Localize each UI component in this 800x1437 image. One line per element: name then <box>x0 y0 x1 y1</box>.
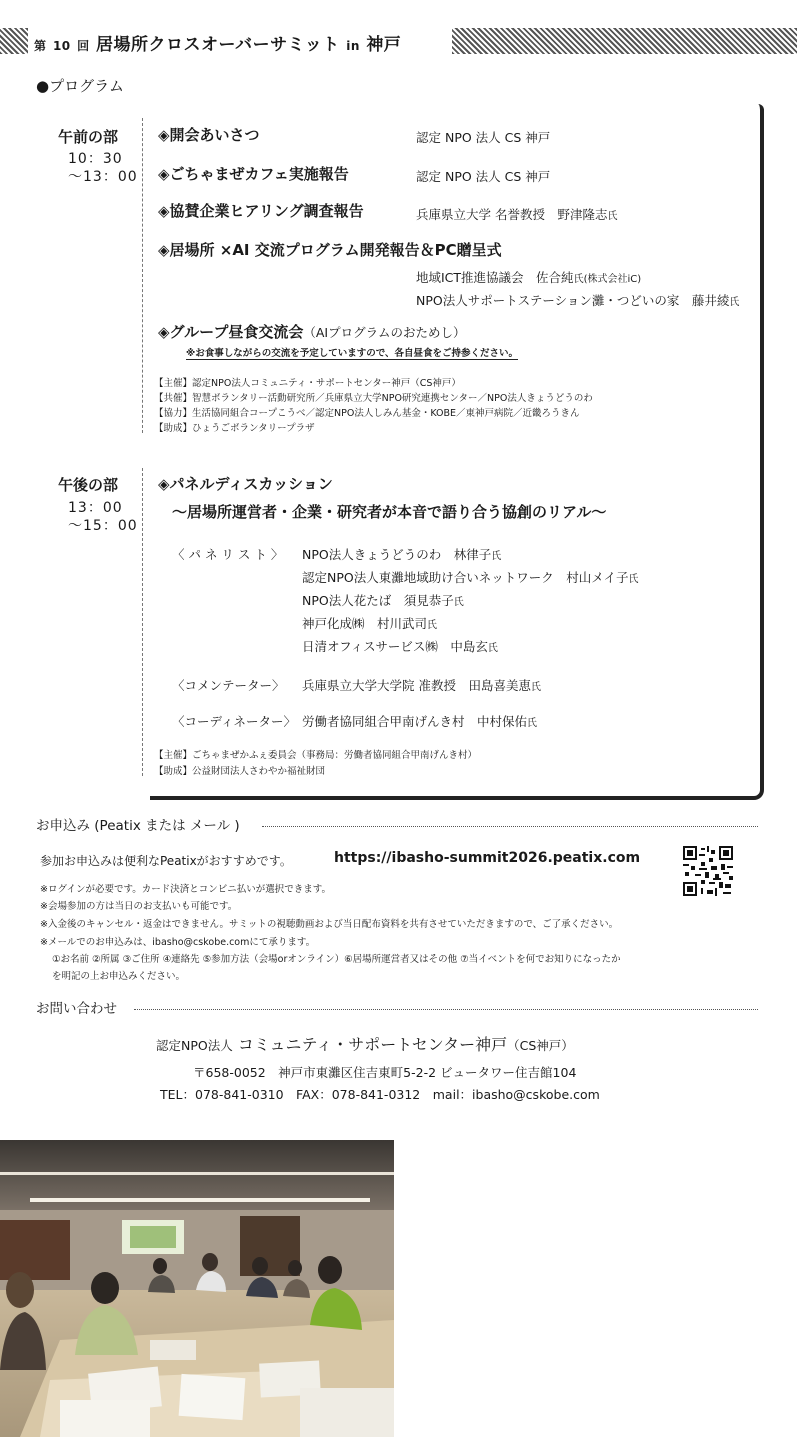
item-cafe-title: ◈ごちゃまぜカフェ実施報告 <box>158 165 349 183</box>
morning-credit-host: 【主催】認定NPO法人コミュニティ・サポートセンター神戸（CS神戸） <box>154 378 461 389</box>
contact-address: 〒658-0052 神戸市東灘区住吉東町5-2-2 ビュータワー住吉館104 <box>193 1065 577 1080</box>
item-lunch-title: ◈グループ昼食交流会（AIプログラムのおためし） <box>158 323 466 341</box>
item-ai-org-2: NPO法人サポートステーション灘・つどいの家 藤井綾氏 <box>416 293 740 308</box>
contact-tel: TEL：078-841-0310 FAX：078-841-0312 mail：ibasho@cskobe.com <box>160 1087 600 1102</box>
contact-heading: お問い合わせ <box>36 1001 117 1017</box>
morning-session-label: 午前の部 <box>58 128 119 146</box>
afternoon-time-end: ～15：00 <box>68 518 138 534</box>
contact-dots <box>134 1009 758 1010</box>
page-title: 第 10 回 居場所クロスオーバーサミット in 神戸 <box>34 35 402 55</box>
panel-title: ◈パネルディスカッション <box>158 475 333 493</box>
header-right-hatch <box>452 28 797 54</box>
header-left-hatch <box>0 28 28 54</box>
panelist-3: NPO法人花たば 須見恭子氏 <box>302 593 464 608</box>
morning-time-start: 10：30 <box>68 151 123 167</box>
coordinator: 労働者協同組合甲南げんき村 中村保佑氏 <box>302 714 538 729</box>
item-survey-title: ◈協賛企業ヒアリング調査報告 <box>158 202 364 220</box>
item-opening-title: ◈開会あいさつ <box>158 126 260 144</box>
morning-credit-cohost: 【共催】智慧ボランタリー活動研究所／兵庫県立大学NPO研究連携センター／NPO法人きょうどうのわ <box>154 393 593 404</box>
morning-credit-coop: 【協力】生活協同組合コープこうべ／認定NPO法人しみん基金・KOBE／東神戸病院／近畿ろうきん <box>154 408 580 419</box>
application-note-1: ※ログインが必要です。カード決済とコンビニ払いが選択できます。 <box>40 884 331 895</box>
program-heading: ●プログラム <box>36 77 124 95</box>
application-note-4: ※メールでのお申込みは、ibasho@cskobe.comにて承ります。 <box>40 937 316 948</box>
afternoon-session-label: 午後の部 <box>58 476 119 494</box>
lunch-note: ※お食事しながらの交流を予定していますので、各自昼食をご持参ください。 <box>186 345 518 360</box>
morning-divider <box>142 118 143 433</box>
application-dots <box>262 826 758 827</box>
panelist-2: 認定NPO法人東灘地域助け合いネットワーク 村山メイ子氏 <box>302 570 639 585</box>
application-note-6: を明記の上お申込みください。 <box>52 971 186 982</box>
item-survey-org: 兵庫県立大学 名誉教授 野津隆志氏 <box>416 207 618 222</box>
panelist-1: NPO法人きょうどうのわ 林律子氏 <box>302 547 502 562</box>
morning-credit-grant: 【助成】ひょうごボランタリープラザ <box>154 423 315 434</box>
event-photo <box>0 1140 394 1437</box>
item-cafe-org: 認定 NPO 法人 CS 神戸 <box>416 169 551 184</box>
morning-time-end: ～13：00 <box>68 169 138 185</box>
application-note-2: ※会場参加の方は当日のお支払いも可能です。 <box>40 901 238 912</box>
afternoon-credit-host: 【主催】ごちゃまぜかふぇ委員会（事務局：労働者協同組合甲南げんき村） <box>154 750 478 761</box>
afternoon-divider <box>142 468 143 776</box>
panel-subtitle: ～居場所運営者・企業・研究者が本音で語り合う協創のリアル～ <box>172 503 607 521</box>
commentator: 兵庫県立大学大学院 准教授 田島喜美恵氏 <box>302 678 541 693</box>
item-ai-title: ◈居場所 ×AI 交流プログラム開発報告＆PC贈呈式 <box>158 241 502 259</box>
application-note-3: ※入金後のキャンセル・返金はできません。サミットの視聴動画および当日配布資料を共有させていただきますので、ご了承ください。 <box>40 919 619 930</box>
application-heading: お申込み (Peatix または メール ) <box>36 818 240 834</box>
coordinator-label: 〈コーディネーター〉 <box>172 714 297 729</box>
commentator-label: 〈コメンテーター〉 <box>172 678 285 693</box>
panelist-label: 〈 パ ネ リ ス ト 〉 <box>172 547 284 562</box>
application-note-5: ①お名前 ②所属 ③ご住所 ④連絡先 ⑤参加方法（会場orオンライン）⑥居場所運営者又はその他 ⑦当イベントを何でお知りになったか <box>52 954 621 965</box>
application-recommend: 参加お申込みは便利なPeatixがおすすめです。 <box>40 854 292 868</box>
contact-org: 認定NPO法人 コミュニティ・サポートセンター神戸（CS神戸） <box>156 1035 574 1054</box>
afternoon-time-start: 13：00 <box>68 500 123 516</box>
item-ai-org-1: 地域ICT推進協議会 佐合純氏(株式会社iC) <box>416 270 642 285</box>
panelist-5: 日清オフィスサービス㈱ 中島玄氏 <box>302 639 498 654</box>
peatix-link[interactable]: https://ibasho-summit2026.peatix.com <box>334 850 641 866</box>
qr-code-icon[interactable] <box>683 846 733 896</box>
panelist-4: 神戸化成㈱ 村川武司氏 <box>302 616 438 631</box>
item-opening-org: 認定 NPO 法人 CS 神戸 <box>416 130 551 145</box>
afternoon-credit-grant: 【助成】公益財団法人さわやか福祉財団 <box>154 766 326 777</box>
